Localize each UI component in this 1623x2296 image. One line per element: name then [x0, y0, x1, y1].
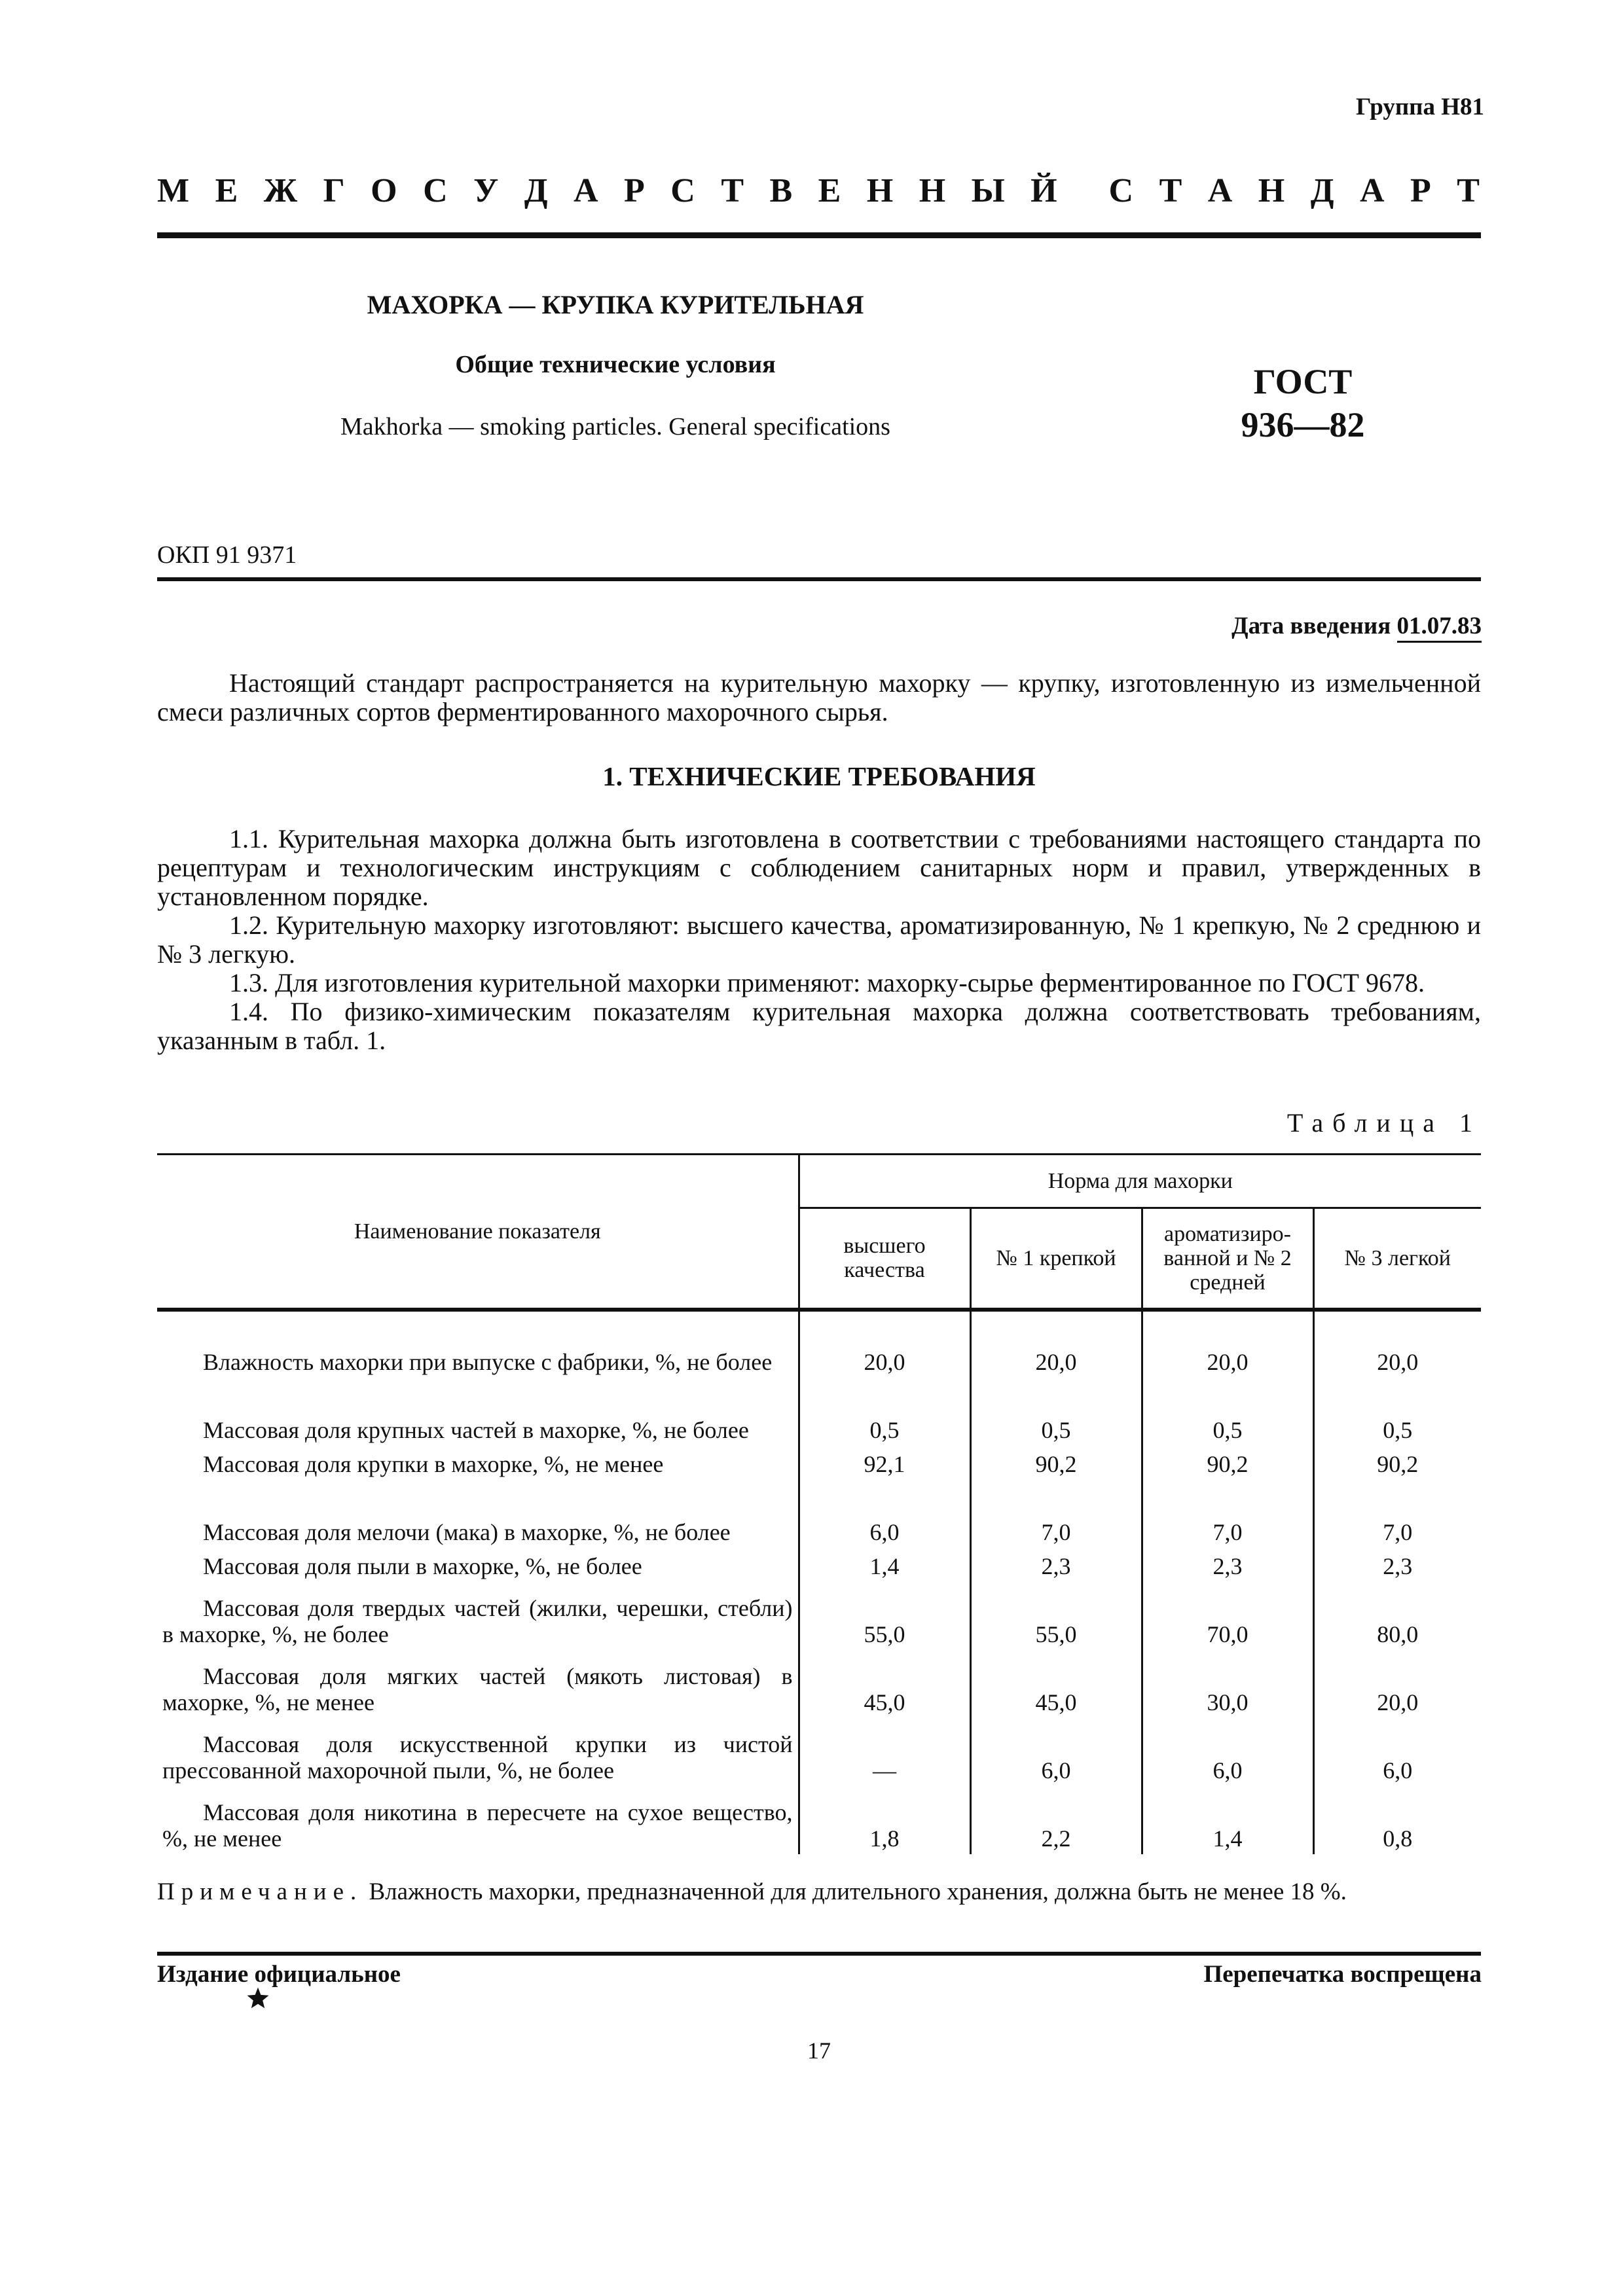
- indicator-name: [157, 1718, 799, 1786]
- introduction-date: [1231, 612, 1482, 640]
- note-text: Влажность махорки, предназначенной для длительного хранения, должна быть не менее 18 %.: [369, 1878, 1347, 1905]
- banner-letter: С: [1108, 172, 1134, 209]
- gost-number: 936—82: [1241, 405, 1365, 444]
- banner-letter: Ы: [971, 172, 1005, 209]
- banner-letter: Ж: [263, 172, 298, 209]
- english-title: Makhorka — smoking particles. General specifications: [340, 413, 890, 440]
- banner-letter: Т: [721, 172, 744, 209]
- page-number: 17: [807, 2037, 831, 2064]
- banner-letter: Н: [866, 172, 894, 209]
- section-heading: 1. ТЕХНИЧЕСКИЕ ТРЕБОВАНИЯ: [602, 761, 1036, 791]
- date-label: Дата введения: [1231, 613, 1391, 639]
- star-icon: [246, 1986, 270, 2013]
- indicator-name: [157, 1650, 799, 1718]
- table-note: [157, 1878, 1481, 1906]
- norm-value: 90,2: [1313, 1446, 1481, 1480]
- banner-letter: Н: [919, 172, 946, 209]
- indicator-name: [157, 1446, 799, 1480]
- reprint-prohibited: Перепечатка воспрещена: [1203, 1961, 1482, 1988]
- official-edition: Издание официальное: [157, 1961, 401, 1988]
- norm-value: 6,0: [799, 1480, 970, 1548]
- intro-text: Настоящий стандарт распространяется на курительную махорку — крупку, изготовленную из измельченной смеси различных сортов ферментированного махорочного сырья.: [157, 668, 1481, 726]
- indicator-name: [157, 1480, 799, 1548]
- indicator-name-text: Массовая доля никотина в пересчете на сухое вещество, %, не менее: [162, 1799, 793, 1852]
- norm-value: 2,3: [970, 1548, 1142, 1582]
- table-row: [157, 1650, 1481, 1718]
- clause-1-2: 1.2. Курительную махорку изготовляют: высшего качества, ароматизированную, № 1 крепкую, № 2 среднюю и № 3 легкую.: [157, 910, 1481, 969]
- spec-table: [157, 1153, 1481, 1854]
- okp-rule: [157, 577, 1481, 581]
- indicator-name-text: Влажность махорки при выпуске с фабрики, %, не более: [203, 1348, 773, 1375]
- norm-value: —: [799, 1718, 970, 1786]
- header-rule: [157, 232, 1481, 238]
- gost-designation: [1152, 360, 1453, 446]
- norm-value: 0,8: [1313, 1786, 1481, 1854]
- banner-letter: С: [670, 172, 695, 209]
- indicator-name-text: Массовая доля крупных частей в махорке, %, не более: [203, 1416, 749, 1443]
- clause-1-1: 1.1. Курительная махорка должна быть изготовлена в соответствии с требованиями настоящего стандарта по рецептурам и технологическим инструкциям с соблюдением санитарных норм и правил, утвержденных в установленном порядке.: [157, 824, 1481, 911]
- table-row: [157, 1582, 1481, 1650]
- norm-value: 6,0: [970, 1718, 1142, 1786]
- clauses: [157, 825, 1481, 1055]
- table-row: [157, 1786, 1481, 1854]
- norm-value: 92,1: [799, 1446, 970, 1480]
- norm-value: 6,0: [1142, 1718, 1313, 1786]
- banner-letter: Г: [323, 172, 345, 209]
- indicator-name: [157, 1582, 799, 1650]
- banner-letter: А: [1207, 172, 1233, 209]
- table-row: [157, 1548, 1481, 1582]
- group-code: Группа Н81: [1356, 94, 1484, 120]
- indicator-name-text: Массовая доля пыли в махорке, %, не более: [203, 1552, 642, 1579]
- norm-value: 0,5: [799, 1378, 970, 1446]
- banner-letter: Д: [524, 172, 548, 209]
- norm-value: 7,0: [1313, 1480, 1481, 1548]
- header-norm-group: Норма для махорки: [799, 1155, 1481, 1208]
- norm-value: 20,0: [970, 1310, 1142, 1378]
- table-caption: Таблица 1: [1286, 1108, 1482, 1138]
- indicator-name: [157, 1378, 799, 1446]
- banner-letter: Е: [215, 172, 238, 209]
- norm-value: 1,8: [799, 1786, 970, 1854]
- indicator-name: [157, 1310, 799, 1378]
- norm-value: 6,0: [1313, 1718, 1481, 1786]
- norm-value: 20,0: [1313, 1310, 1481, 1378]
- document-title: МАХОРКА — КРУПКА КУРИТЕЛЬНАЯ: [367, 290, 864, 319]
- indicator-name: [157, 1786, 799, 1854]
- okp-code: ОКП 91 9371: [157, 541, 297, 569]
- indicator-name-text: Массовая доля мелочи (мака) в махорке, %, не более: [203, 1518, 731, 1545]
- banner-letter: Е: [818, 172, 841, 209]
- clause-1-4: 1.4. По физико-химическим показателям курительная махорка должна соответствовать требованиям, указанным в табл. 1.: [157, 997, 1481, 1055]
- norm-value: 7,0: [1142, 1480, 1313, 1548]
- clause-1-3: 1.3. Для изготовления курительной махорки применяют: махорку-сырье ферментированное по ГОСТ 9678.: [229, 968, 1425, 997]
- banner-letter: А: [1359, 172, 1385, 209]
- date-value: 01.07.83: [1397, 613, 1482, 643]
- banner-letter: Р: [624, 172, 645, 209]
- banner-letter: Т: [1159, 172, 1182, 209]
- indicator-name-text: Массовая доля крупки в махорке, %, не менее: [203, 1450, 664, 1477]
- norm-value: 7,0: [970, 1480, 1142, 1548]
- banner-letter: В: [769, 172, 793, 209]
- banner-letter: Й: [1030, 172, 1057, 209]
- norm-value: 0,5: [970, 1378, 1142, 1446]
- norm-value: 90,2: [1142, 1446, 1313, 1480]
- intro-paragraph: [157, 669, 1481, 726]
- banner-letter: О: [371, 172, 397, 209]
- banner-letter: С: [423, 172, 448, 209]
- norm-value: 1,4: [1142, 1786, 1313, 1854]
- table-row: [157, 1378, 1481, 1446]
- norm-value: 0,5: [1313, 1378, 1481, 1446]
- banner-letter: Д: [1310, 172, 1334, 209]
- banner-letter: Р: [1410, 172, 1431, 209]
- norm-value: 0,5: [1142, 1378, 1313, 1446]
- norm-value: 45,0: [970, 1650, 1142, 1718]
- banner-letter: А: [574, 172, 598, 209]
- table-row: [157, 1480, 1481, 1548]
- norm-value: 30,0: [1142, 1650, 1313, 1718]
- document-subtitle: Общие технические условия: [455, 351, 776, 378]
- banner-letter: Т: [1457, 172, 1480, 209]
- norm-value: 55,0: [799, 1582, 970, 1650]
- footer-rule: [157, 1952, 1481, 1956]
- norm-value: 55,0: [970, 1582, 1142, 1650]
- header-col-flavored-medium: ароматизиро-ванной и № 2 средней: [1142, 1208, 1313, 1310]
- header-col-premium: высшего качества: [799, 1208, 970, 1310]
- note-label: Примечание.: [157, 1878, 363, 1905]
- norm-value: 20,0: [1313, 1650, 1481, 1718]
- indicator-name-text: Массовая доля искусственной крупки из чистой прессованной махорочной пыли, %, не более: [162, 1731, 793, 1784]
- norm-value: 80,0: [1313, 1582, 1481, 1650]
- table-row: [157, 1718, 1481, 1786]
- norm-value: 2,2: [970, 1786, 1142, 1854]
- banner-letter: Н: [1258, 172, 1285, 209]
- table-row: [157, 1310, 1481, 1378]
- norm-value: 2,3: [1142, 1548, 1313, 1582]
- banner-letter: У: [473, 172, 499, 209]
- header-indicator-name: Наименование показателя: [157, 1155, 799, 1310]
- interstate-standard-banner: [157, 171, 1480, 210]
- table-row: [157, 1446, 1481, 1480]
- indicator-name: [157, 1548, 799, 1582]
- indicator-name-text: Массовая доля твердых частей (жилки, черешки, стебли) в махорке, %, не более: [162, 1594, 793, 1647]
- norm-value: 90,2: [970, 1446, 1142, 1480]
- norm-value: 20,0: [799, 1310, 970, 1378]
- gost-label: ГОСТ: [1253, 362, 1353, 401]
- indicator-name-text: Массовая доля мягких частей (мякоть листовая) в махорке, %, не менее: [162, 1662, 793, 1715]
- header-col-strong: № 1 крепкой: [970, 1208, 1142, 1310]
- norm-value: 70,0: [1142, 1582, 1313, 1650]
- norm-value: 20,0: [1142, 1310, 1313, 1378]
- banner-letter: М: [157, 172, 190, 209]
- norm-value: 2,3: [1313, 1548, 1481, 1582]
- norm-value: 1,4: [799, 1548, 970, 1582]
- header-col-light: № 3 легкой: [1313, 1208, 1481, 1310]
- norm-value: 45,0: [799, 1650, 970, 1718]
